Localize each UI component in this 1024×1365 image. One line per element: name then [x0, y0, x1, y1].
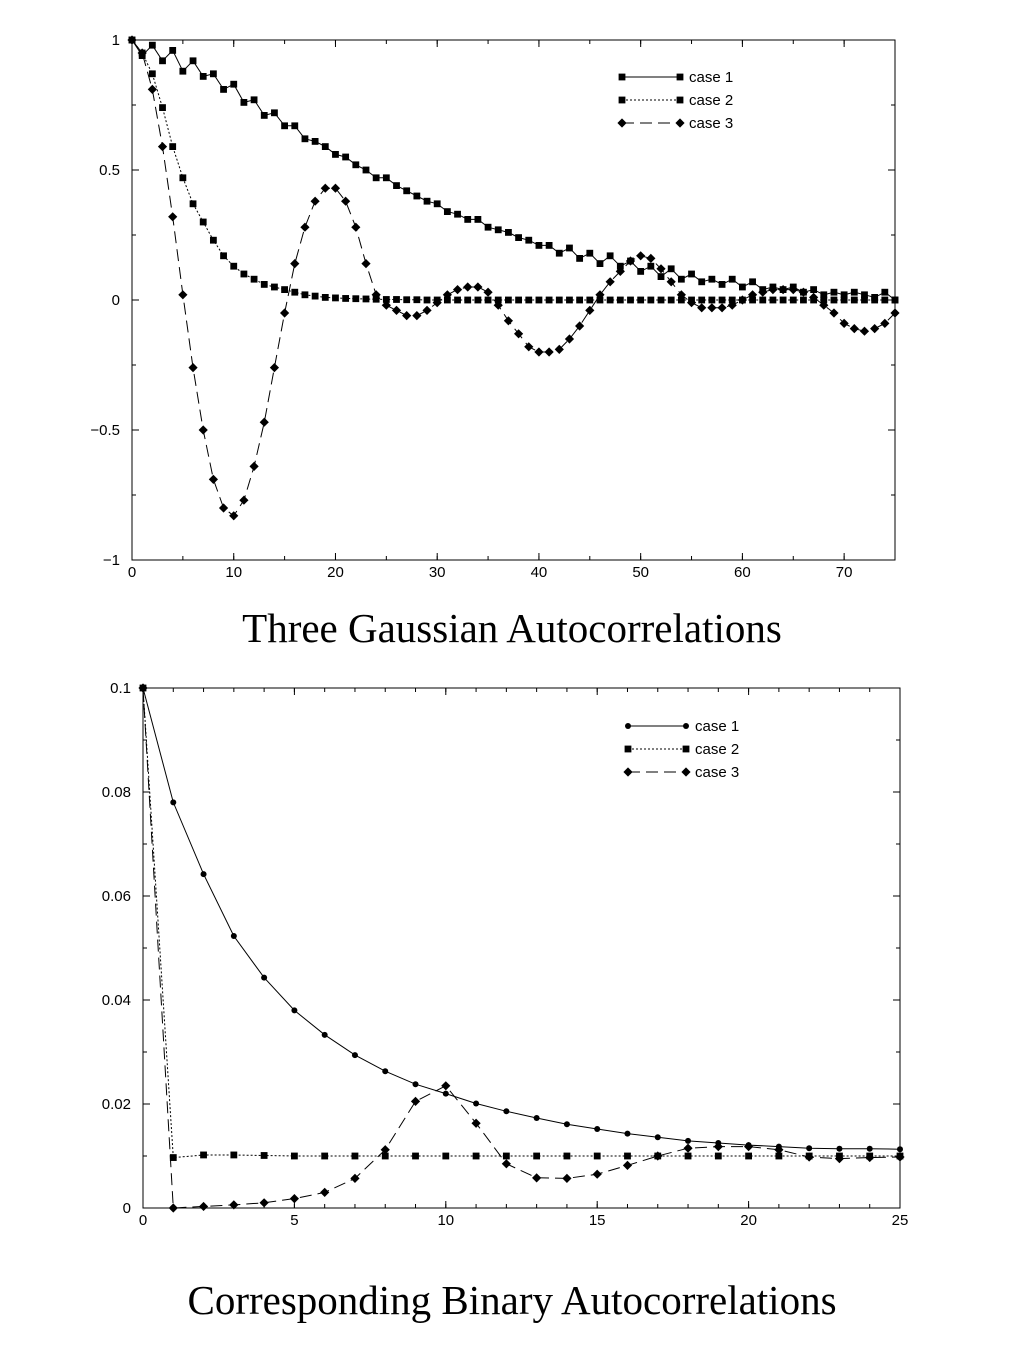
data-point — [220, 86, 227, 93]
x-tick-label: 15 — [588, 1212, 606, 1229]
data-point — [261, 112, 268, 119]
data-point — [169, 143, 176, 150]
data-point — [341, 197, 350, 206]
data-point — [373, 174, 380, 181]
data-point — [504, 316, 513, 325]
y-tick-label: −0.5 — [90, 422, 120, 439]
data-point — [593, 1170, 602, 1179]
data-point — [545, 347, 554, 356]
data-point — [383, 174, 390, 181]
x-tick-label: 40 — [530, 564, 548, 581]
data-point — [525, 297, 532, 304]
series-line-1 — [132, 40, 895, 300]
data-point — [291, 1153, 298, 1160]
data-point — [280, 308, 289, 317]
data-point — [361, 259, 370, 268]
data-point — [534, 1115, 540, 1121]
series-1 — [129, 37, 899, 304]
series-3 — [138, 683, 904, 1212]
legend-label-3: case 3 — [695, 764, 740, 781]
legend-label-3: case 3 — [689, 115, 734, 132]
data-point — [655, 1134, 661, 1140]
data-point — [230, 1152, 237, 1159]
data-point — [607, 297, 614, 304]
data-point — [556, 250, 563, 257]
data-point — [209, 475, 218, 484]
data-point — [322, 1032, 328, 1038]
data-point — [473, 1100, 479, 1106]
data-point — [800, 297, 807, 304]
data-point — [413, 1081, 419, 1087]
data-point — [320, 1188, 329, 1197]
data-point — [331, 184, 340, 193]
data-point — [199, 1202, 208, 1211]
data-point — [536, 242, 543, 249]
data-point — [708, 297, 715, 304]
data-point — [532, 1173, 541, 1182]
data-point — [422, 306, 431, 315]
legend-label-2: case 2 — [689, 92, 734, 109]
data-point — [463, 282, 472, 291]
data-point — [564, 1121, 570, 1127]
legend-marker — [683, 746, 690, 753]
y-tick-label: 0 — [111, 292, 120, 309]
data-point — [441, 1081, 450, 1090]
data-point — [745, 1153, 752, 1160]
data-point — [332, 151, 339, 158]
x-tick-label: 20 — [740, 1212, 757, 1229]
data-point — [474, 216, 481, 223]
data-point — [697, 303, 706, 312]
data-point — [739, 284, 746, 291]
data-point — [200, 219, 207, 226]
data-point — [503, 1108, 509, 1114]
data-point — [322, 294, 329, 301]
legend-marker — [677, 74, 684, 81]
data-point — [897, 1146, 903, 1152]
series-2 — [140, 685, 904, 1161]
data-point — [261, 975, 267, 981]
chart-caption-gaussian: Three Gaussian Autocorrelations — [242, 605, 782, 651]
data-point — [562, 1174, 571, 1183]
data-point — [585, 306, 594, 315]
data-point — [806, 1145, 812, 1151]
data-point — [271, 284, 278, 291]
data-point — [871, 297, 878, 304]
data-point — [260, 418, 269, 427]
data-point — [290, 259, 299, 268]
data-point — [780, 297, 787, 304]
data-point — [149, 42, 156, 49]
data-point — [382, 1068, 388, 1074]
data-point — [867, 1146, 873, 1152]
data-point — [179, 174, 186, 181]
data-point — [392, 306, 401, 315]
data-point — [281, 122, 288, 129]
data-point — [178, 290, 187, 299]
data-point — [502, 1159, 511, 1168]
x-tick-label: 0 — [138, 1212, 148, 1229]
data-point — [158, 142, 167, 151]
x-tick-label: 70 — [835, 564, 853, 581]
data-point — [586, 250, 593, 257]
data-point — [291, 122, 298, 129]
data-point — [210, 70, 217, 77]
data-point — [403, 187, 410, 194]
data-point — [514, 329, 523, 338]
data-point — [719, 281, 726, 288]
data-point — [881, 297, 888, 304]
data-point — [707, 303, 716, 312]
data-point — [322, 143, 329, 150]
data-point — [503, 1153, 510, 1160]
data-point — [342, 295, 349, 302]
data-point — [637, 297, 644, 304]
data-point — [770, 297, 777, 304]
data-point — [230, 81, 237, 88]
data-point — [412, 1153, 419, 1160]
data-point — [576, 297, 583, 304]
data-point — [251, 276, 258, 283]
data-point — [836, 1146, 842, 1152]
data-point — [667, 277, 676, 286]
data-point — [485, 224, 492, 231]
data-point — [352, 1153, 359, 1160]
data-point — [311, 197, 320, 206]
data-point — [230, 263, 237, 270]
data-point — [505, 229, 512, 236]
series-line-2 — [132, 40, 895, 300]
x-tick-label: 50 — [632, 564, 650, 581]
data-point — [668, 297, 675, 304]
data-point — [454, 297, 461, 304]
data-point — [159, 57, 166, 64]
x-tick-label: 30 — [428, 564, 446, 581]
data-point — [749, 278, 756, 285]
data-point — [533, 1153, 540, 1160]
legend-marker — [619, 97, 626, 104]
data-point — [231, 933, 237, 939]
series-line-3 — [143, 688, 900, 1208]
data-point — [851, 297, 858, 304]
data-point — [546, 297, 553, 304]
data-point — [708, 276, 715, 283]
data-point — [393, 182, 400, 189]
data-point — [717, 303, 726, 312]
data-point — [402, 311, 411, 320]
data-point — [851, 289, 858, 296]
data-point — [715, 1153, 722, 1160]
series-line-2 — [143, 688, 900, 1158]
data-point — [881, 289, 888, 296]
data-point — [515, 234, 522, 241]
data-point — [332, 295, 339, 302]
data-point — [474, 297, 481, 304]
legend-marker — [677, 97, 684, 104]
data-point — [342, 154, 349, 161]
data-point — [300, 223, 309, 232]
x-tick-label: 10 — [225, 564, 243, 581]
data-point — [403, 296, 410, 303]
data-point — [810, 286, 817, 293]
y-tick-label: 0 — [122, 1200, 131, 1217]
data-point — [647, 263, 654, 270]
data-point — [892, 297, 899, 304]
data-point — [291, 289, 298, 296]
data-point — [444, 208, 451, 215]
data-point — [271, 109, 278, 116]
data-point — [168, 212, 177, 221]
data-point — [698, 297, 705, 304]
data-point — [719, 297, 726, 304]
data-point — [729, 276, 736, 283]
data-point — [413, 296, 420, 303]
series-3 — [127, 35, 899, 520]
binary-autocorrelation-chart — [0, 668, 1024, 1268]
data-point — [454, 211, 461, 218]
data-point — [575, 321, 584, 330]
data-point — [485, 297, 492, 304]
data-point — [861, 297, 868, 304]
data-point — [190, 200, 197, 207]
data-point — [576, 255, 583, 262]
data-point — [850, 324, 859, 333]
legend-marker — [683, 723, 689, 729]
data-point — [678, 276, 685, 283]
data-point — [170, 799, 176, 805]
data-point — [546, 242, 553, 249]
legend-label-1: case 1 — [689, 69, 734, 86]
data-point — [594, 1126, 600, 1132]
data-point — [290, 1194, 299, 1203]
data-point — [363, 167, 370, 174]
data-point — [312, 138, 319, 145]
data-point — [831, 289, 838, 296]
legend-label-2: case 2 — [695, 741, 740, 758]
data-point — [363, 296, 370, 303]
data-point — [200, 1152, 207, 1159]
data-point — [495, 226, 502, 233]
data-point — [483, 288, 492, 297]
data-point — [159, 104, 166, 111]
data-point — [790, 297, 797, 304]
data-point — [594, 1153, 601, 1160]
data-point — [220, 252, 227, 259]
data-point — [685, 1153, 692, 1160]
legend-label-1: case 1 — [695, 718, 740, 735]
data-point — [564, 1153, 571, 1160]
x-tick-label: 5 — [290, 1212, 299, 1229]
data-point — [623, 1161, 632, 1170]
series-line-1 — [143, 688, 900, 1149]
data-point — [281, 286, 288, 293]
data-point — [352, 1052, 358, 1058]
data-point — [411, 1097, 420, 1106]
data-point — [352, 295, 359, 302]
legend-marker — [619, 74, 626, 81]
data-point — [646, 254, 655, 263]
data-point — [464, 297, 471, 304]
legend-marker — [675, 118, 684, 127]
data-point — [658, 273, 665, 280]
data-point — [261, 1152, 268, 1159]
data-point — [566, 245, 573, 252]
y-tick-label: −1 — [102, 552, 120, 569]
data-point — [149, 70, 156, 77]
data-point — [443, 1091, 449, 1097]
data-point — [291, 1007, 297, 1013]
y-tick-label: 0.06 — [101, 888, 131, 905]
data-point — [412, 311, 421, 320]
chart-caption-binary: Corresponding Binary Autocorrelations — [187, 1277, 837, 1323]
data-point — [658, 297, 665, 304]
data-point — [829, 308, 838, 317]
data-point — [870, 324, 879, 333]
data-point — [473, 282, 482, 291]
data-point — [534, 347, 543, 356]
series-line-3 — [132, 40, 895, 516]
data-point — [260, 1198, 269, 1207]
data-point — [241, 271, 248, 278]
legend-marker — [623, 767, 632, 776]
data-point — [607, 252, 614, 259]
data-point — [442, 1153, 449, 1160]
data-point — [302, 291, 309, 298]
data-point — [188, 363, 197, 372]
data-point — [464, 216, 471, 223]
y-tick-label: 0.04 — [101, 992, 131, 1009]
data-point — [321, 1153, 328, 1160]
legend-marker — [625, 746, 632, 753]
data-point — [229, 511, 238, 520]
data-point — [424, 198, 431, 205]
data-point — [617, 297, 624, 304]
y-tick-label: 0.02 — [101, 1096, 131, 1113]
legend-marker — [617, 118, 626, 127]
data-point — [169, 1203, 178, 1212]
data-point — [624, 1131, 630, 1137]
data-point — [566, 297, 573, 304]
data-point — [270, 363, 279, 372]
y-tick-label: 0.08 — [101, 784, 131, 801]
data-point — [190, 57, 197, 64]
data-point — [586, 297, 593, 304]
data-point — [179, 68, 186, 75]
data-point — [683, 1144, 692, 1153]
data-point — [524, 342, 533, 351]
data-point — [536, 297, 543, 304]
plot-frame — [143, 688, 900, 1208]
data-point — [647, 297, 654, 304]
legend — [623, 718, 739, 781]
data-point — [744, 1142, 753, 1151]
data-point — [424, 297, 431, 304]
data-point — [515, 297, 522, 304]
data-point — [200, 73, 207, 80]
data-point — [169, 47, 176, 54]
data-point — [759, 297, 766, 304]
data-point — [685, 1138, 691, 1144]
data-point — [624, 1153, 631, 1160]
legend-marker — [625, 723, 631, 729]
data-point — [201, 871, 207, 877]
data-point — [597, 260, 604, 267]
series-2 — [129, 37, 899, 304]
data-point — [473, 1153, 480, 1160]
data-point — [627, 297, 634, 304]
data-point — [199, 425, 208, 434]
data-point — [219, 503, 228, 512]
data-point — [556, 297, 563, 304]
x-tick-label: 20 — [327, 564, 344, 581]
x-tick-label: 25 — [891, 1212, 909, 1229]
data-point — [351, 223, 360, 232]
data-point — [241, 99, 248, 106]
data-point — [636, 251, 645, 260]
y-tick-label: 0.5 — [99, 162, 120, 179]
data-point — [525, 237, 532, 244]
data-point — [637, 268, 644, 275]
data-point — [249, 462, 258, 471]
data-point — [453, 285, 462, 294]
data-point — [841, 297, 848, 304]
y-tick-label: 0.1 — [110, 680, 131, 697]
data-point — [210, 237, 217, 244]
data-point — [393, 296, 400, 303]
data-point — [321, 184, 330, 193]
y-tick-label: 1 — [111, 32, 120, 49]
data-point — [302, 135, 309, 142]
data-point — [434, 200, 441, 207]
data-point — [831, 297, 838, 304]
data-point — [860, 327, 869, 336]
data-point — [668, 265, 675, 272]
data-point — [505, 297, 512, 304]
series-1 — [140, 685, 903, 1152]
data-point — [352, 161, 359, 168]
data-point — [239, 496, 248, 505]
x-tick-label: 0 — [127, 564, 137, 581]
x-tick-label: 10 — [437, 1212, 455, 1229]
data-point — [698, 278, 705, 285]
gaussian-autocorrelation-chart — [0, 0, 1024, 600]
data-point — [471, 1119, 480, 1128]
x-tick-label: 60 — [734, 564, 751, 581]
data-point — [261, 281, 268, 288]
data-point — [312, 293, 319, 300]
data-point — [251, 96, 258, 103]
data-point — [413, 193, 420, 200]
legend — [617, 69, 733, 132]
data-point — [688, 271, 695, 278]
legend-marker — [681, 767, 690, 776]
